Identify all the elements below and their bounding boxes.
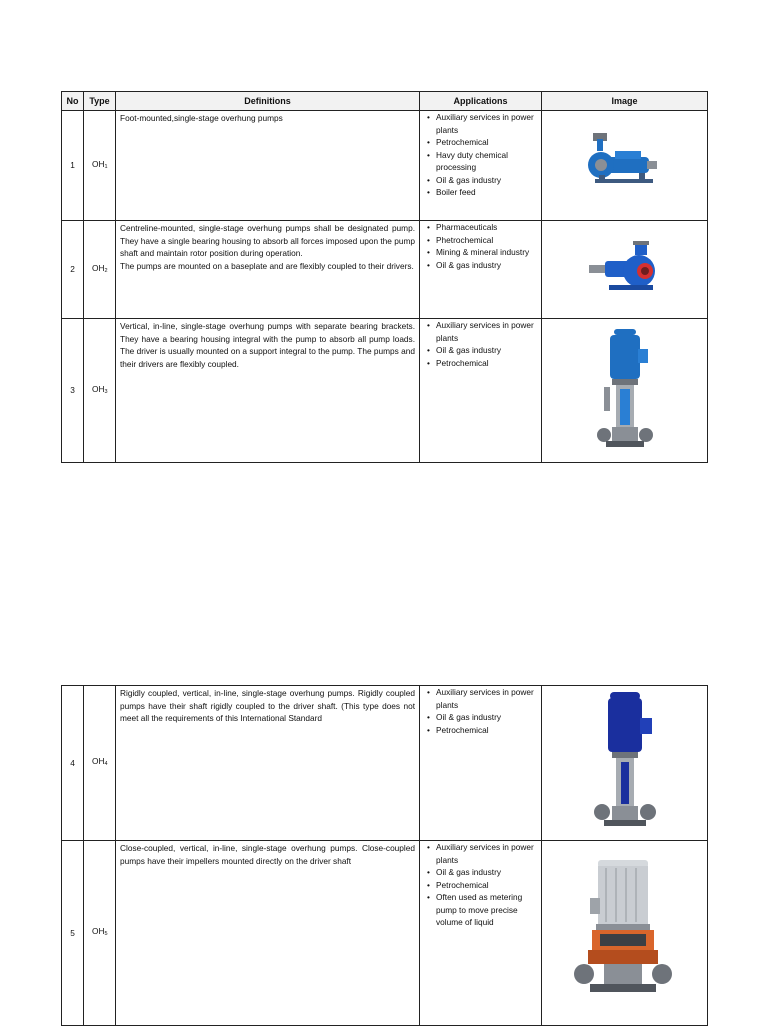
- table-row: [62, 319, 708, 463]
- close-coupled-pump-icon: [570, 858, 680, 1008]
- row-number: 2: [62, 221, 84, 319]
- row-type: $OH_4$: [84, 686, 116, 841]
- row-applications: [420, 686, 542, 841]
- row-type: $OH_3$: [84, 319, 116, 463]
- application-item: • Oil & gas industry: [428, 259, 541, 272]
- row-definition: Rigidly coupled, vertical, in-line, single-stage overhung pumps. Rigidly coupled pumps have their shaft rigidly coupled to the driver shaft. (This type does not meet all the requirements of this International Standard: [116, 686, 420, 841]
- application-item: • Oil & gas industry: [428, 711, 541, 724]
- application-item: • Phetrochemical: [428, 234, 541, 247]
- application-item: • Petrochemical: [428, 136, 541, 149]
- application-item: • Pharmaceuticals: [428, 221, 541, 234]
- header-applications: Applications: [420, 92, 542, 111]
- table-row: [62, 221, 708, 319]
- pump-types-table-page1: [61, 91, 708, 463]
- application-item: • Petrochemical: [428, 357, 541, 370]
- application-item: • Auxiliary services in power plants: [428, 841, 541, 866]
- application-item: • Oil & gas industry: [428, 866, 541, 879]
- application-item: • Mining & mineral industry: [428, 246, 541, 259]
- table-row: [62, 686, 708, 841]
- row-image: [542, 841, 708, 1026]
- row-type: $OH_5$: [84, 841, 116, 1026]
- row-image: [542, 221, 708, 319]
- row-applications: [420, 221, 542, 319]
- row-definition: Foot-mounted,single-stage overhung pumps: [116, 111, 420, 221]
- application-item: • Auxiliary services in power plants: [428, 686, 541, 711]
- vertical-inline-pump-icon: [590, 327, 660, 455]
- row-definition: Centreline-mounted, single-stage overhung pumps shall be designated pump. They have a single bearing housing to absorb all forces imposed upon the pump shaft and maintain rotor position during operation. The pumps are mounted on a baseplate and are flexibly coupled to their drivers.: [116, 221, 420, 319]
- row-applications: [420, 841, 542, 1026]
- row-type: $OH_1$: [84, 111, 116, 221]
- application-item: • Havy duty chemical processing: [428, 149, 541, 174]
- header-image: Image: [542, 92, 708, 111]
- table-row: [62, 841, 708, 1026]
- row-type: $OH_2$: [84, 221, 116, 319]
- row-definition: Vertical, in-line, single-stage overhung pumps with separate bearing brackets. They have a bearing housing integral with the pump to absorb all pump loads. The driver is usually mounted on a support integral to the pump. The pumps and their drivers are flexibly coupled.: [116, 319, 420, 463]
- application-item: • Boiler feed: [428, 186, 541, 199]
- row-definition: Close-coupled, vertical, in-line, single-stage overhung pumps. Close-coupled pumps have their impellers mounted directly on the driver shaft: [116, 841, 420, 1026]
- header-type: Type: [84, 92, 116, 111]
- pump-types-table-page2: [61, 685, 708, 1026]
- row-image: [542, 686, 708, 841]
- application-item: • Oil & gas industry: [428, 174, 541, 187]
- row-number: 3: [62, 319, 84, 463]
- application-item: • Auxiliary services in power plants: [428, 111, 541, 136]
- application-item: • Petrochemical: [428, 879, 541, 892]
- rigid-vertical-pump-icon: [590, 690, 660, 836]
- centreline-pump-icon: [585, 239, 665, 301]
- row-number: 5: [62, 841, 84, 1026]
- header-definitions: Definitions: [116, 92, 420, 111]
- header-no: No: [62, 92, 84, 111]
- application-item: • Auxiliary services in power plants: [428, 319, 541, 344]
- row-applications: [420, 319, 542, 463]
- table-header-row: [62, 92, 708, 111]
- application-item: • Petrochemical: [428, 724, 541, 737]
- table-row: [62, 111, 708, 221]
- row-image: [542, 319, 708, 463]
- row-number: 4: [62, 686, 84, 841]
- application-item: • Often used as metering pump to move precise volume of liquid: [428, 891, 541, 929]
- row-applications: [420, 111, 542, 221]
- row-image: [542, 111, 708, 221]
- application-item: • Oil & gas industry: [428, 344, 541, 357]
- horizontal-pump-icon: [585, 131, 665, 201]
- row-number: 1: [62, 111, 84, 221]
